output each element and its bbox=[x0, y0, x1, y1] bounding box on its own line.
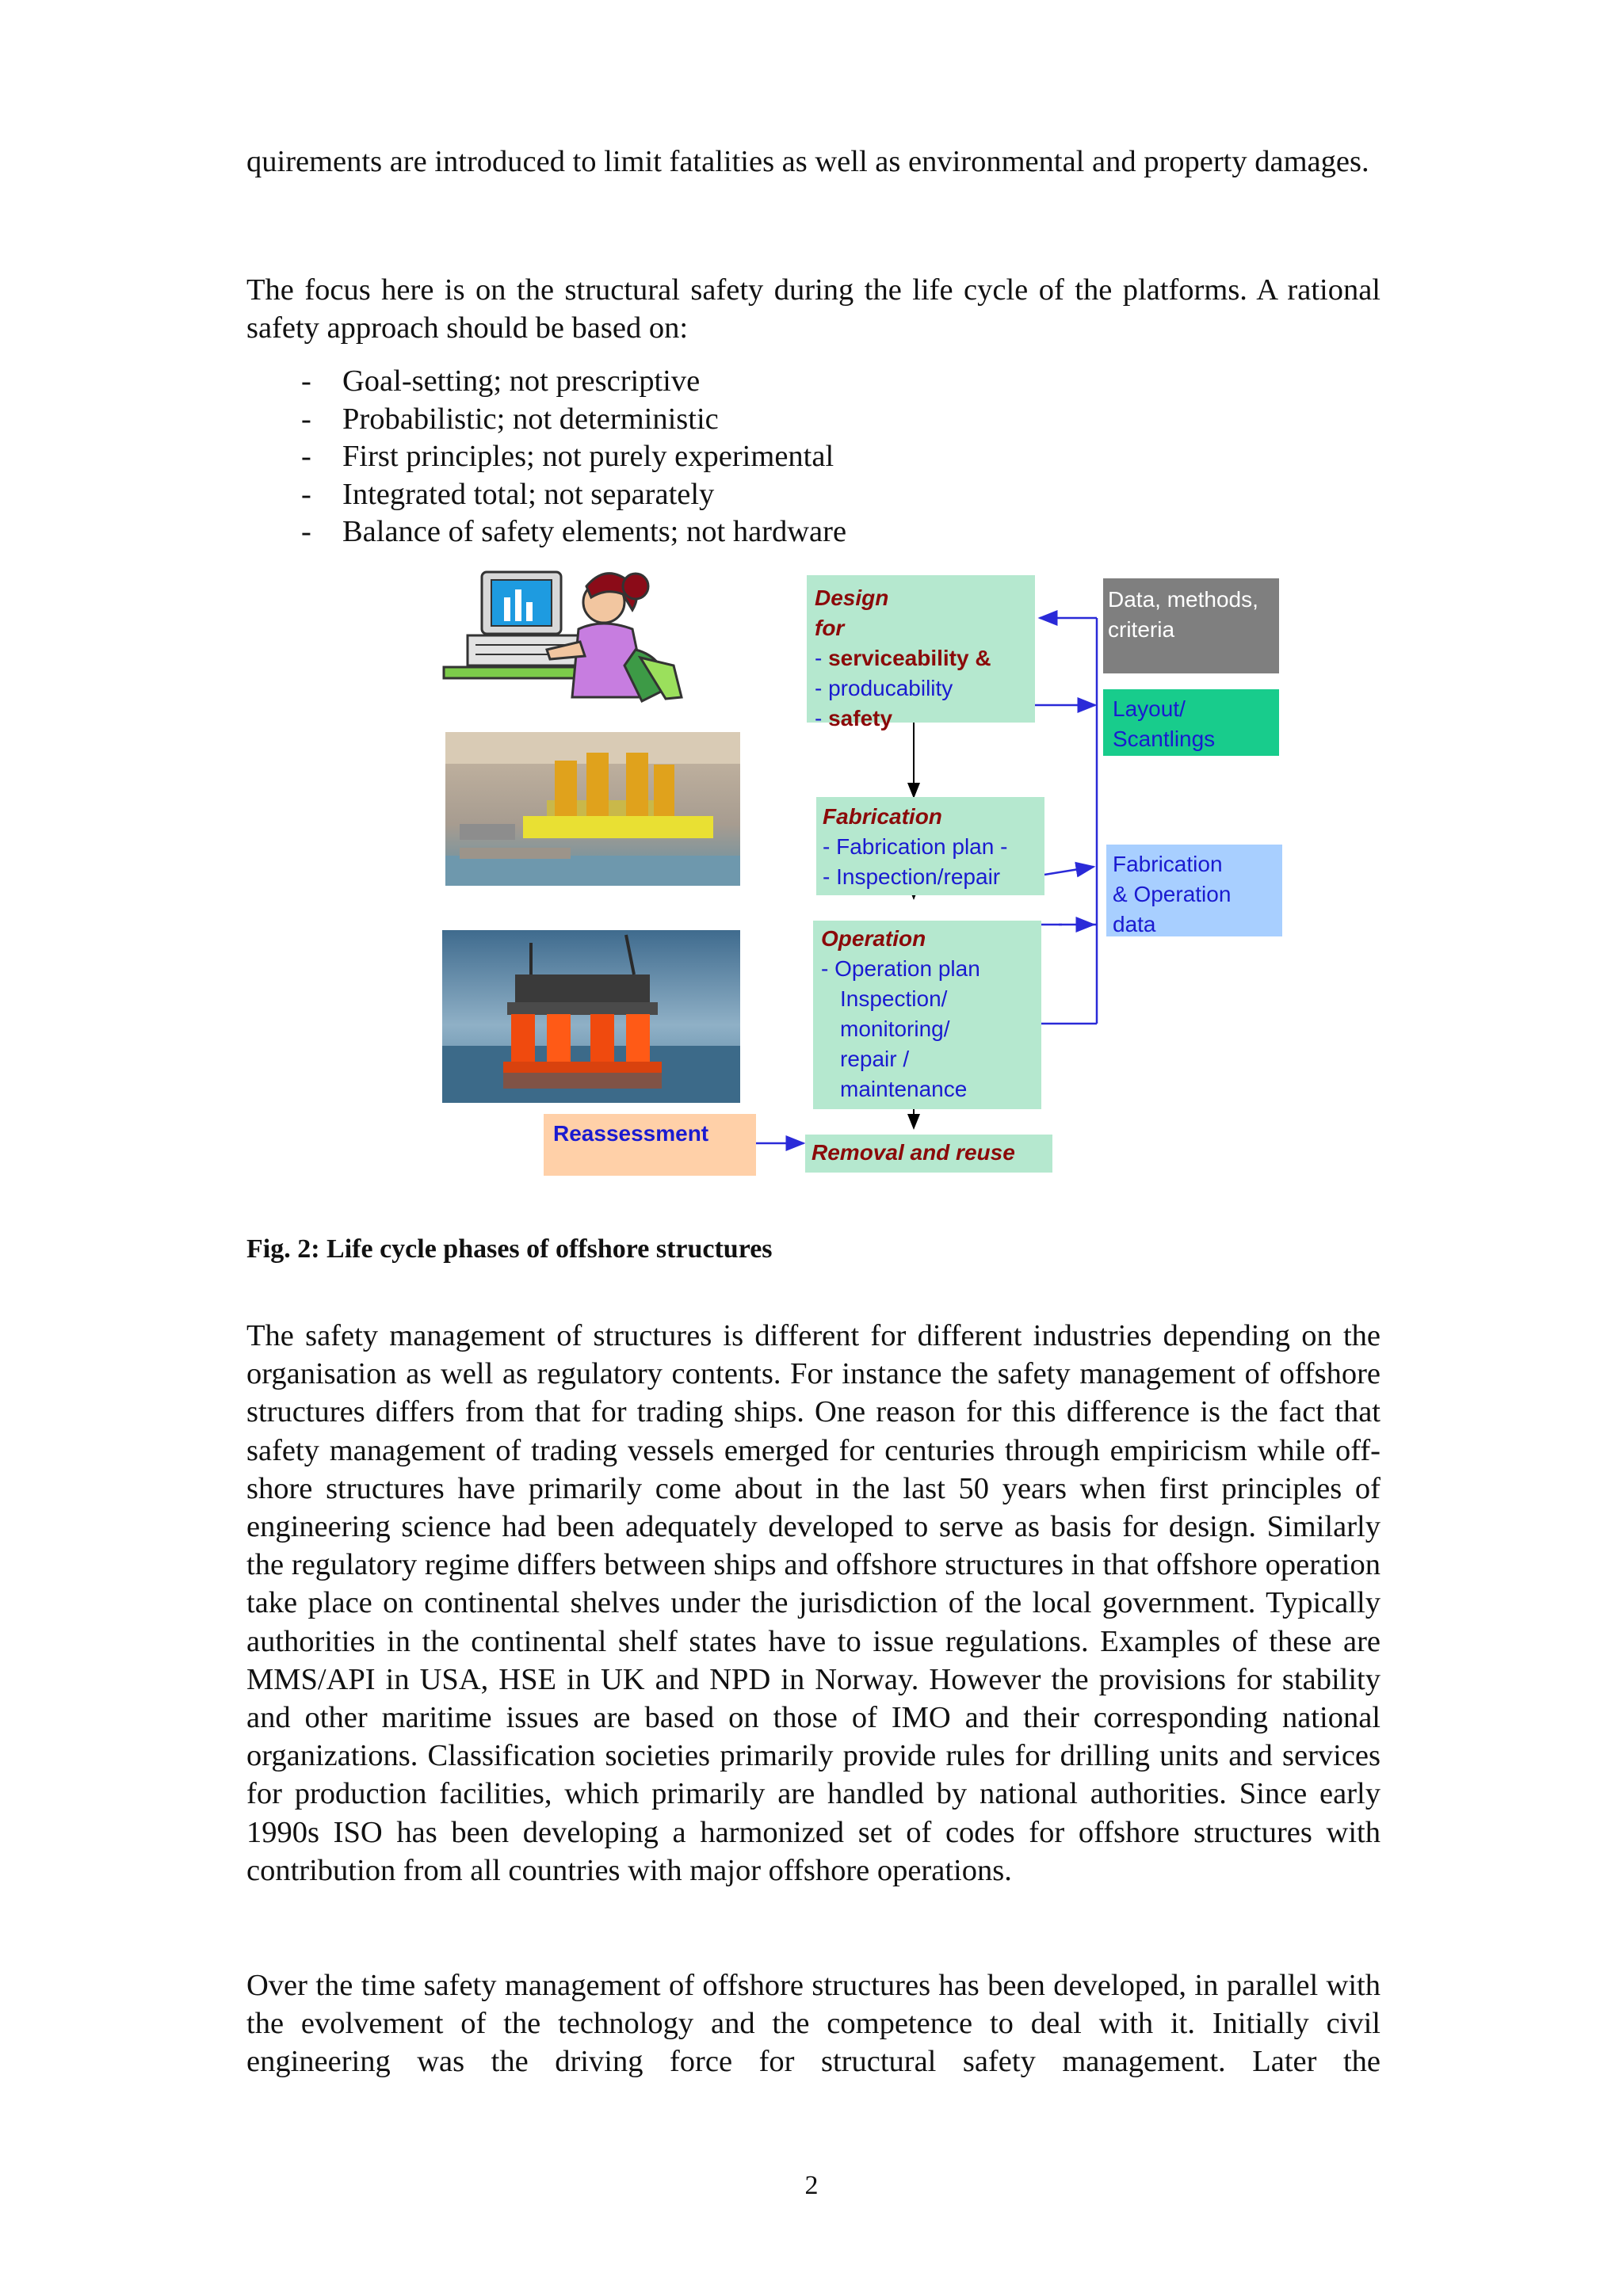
operation-box bbox=[813, 921, 1041, 1109]
operation-item: monitoring/ bbox=[840, 1016, 950, 1041]
fabrication-operation-data-label: Fabrication & Operation data bbox=[1113, 852, 1232, 936]
bullet-marker: - bbox=[301, 402, 311, 436]
operation-item: repair / bbox=[840, 1047, 910, 1071]
design-item: - producability bbox=[815, 676, 953, 700]
operation-item: - Operation plan bbox=[821, 956, 980, 981]
list-item: - Probabilistic; not deterministic bbox=[301, 401, 846, 439]
bullet-marker: - bbox=[301, 477, 311, 511]
fabrication-box bbox=[816, 797, 1044, 895]
layout-label: Layout/ Scantlings bbox=[1113, 696, 1216, 751]
paragraph-focus: The focus here is on the structural safety during the life cycle of the platforms. A rational safety approach should be based on: bbox=[246, 273, 1381, 345]
design-box bbox=[807, 575, 1035, 730]
operation-item: maintenance bbox=[840, 1077, 968, 1101]
removal-label: Removal and reuse bbox=[812, 1140, 1015, 1165]
figure-caption: Fig. 2: Life cycle phases of offshore structures bbox=[246, 1234, 773, 1264]
engineer-computer-icon bbox=[444, 572, 682, 701]
design-item: - safety bbox=[815, 706, 893, 730]
layout-box bbox=[1103, 689, 1279, 756]
paragraph-safety-management: The safety management of structures is different for different industries depending on the organisation as well as regulatory contents. For instance the safety management of offshore structures differs from that for trading ships. One reason for this difference is the fact that safety management of trading vessels emerged for centuries through empiricism while off-shore structures have primarily come about in the last 50 years when first principles of engineering science had been adequately developed to serve as basis for design. Similarly the regulatory regime differs between ships and offshore structures in that offshore operation take place on continental shelves under the jurisdiction of the local government. Typically authorities in the continental shelf states have to issue regulations. Examples of these are MMS/API in USA, HSE in UK and NPD in Norway. However the provisions for stability and other maritime issues are based on those of IMO and their corresponding national organizations. Classification societies primarily provide rules for drilling units and services for production facilities, which primarily are handled by national authorities. Since early 1990s ISO has been developing a harmonized set of codes for offshore structures with contribution from all countries with major offshore operations. bbox=[246, 1319, 1381, 1887]
design-subtitle: for bbox=[815, 616, 845, 640]
fabrication-yard-photo bbox=[445, 732, 740, 886]
bullet-marker: - bbox=[301, 364, 311, 398]
offshore-platform-photo bbox=[442, 930, 740, 1103]
fabrication-item: - Fabrication plan - bbox=[823, 834, 1008, 859]
fabrication-title: Fabrication bbox=[823, 804, 942, 829]
fabrication-operation-data-box bbox=[1106, 845, 1282, 936]
fabrication-item: - Inspection/repair bbox=[823, 864, 1001, 889]
operation-item: Inspection/ bbox=[840, 986, 948, 1011]
list-item: - Goal-setting; not prescriptive bbox=[301, 363, 846, 401]
bullet-marker: - bbox=[301, 440, 311, 474]
removal-box bbox=[805, 1135, 1052, 1173]
page-number: 2 bbox=[804, 2171, 819, 2200]
life-cycle-figure bbox=[428, 563, 1300, 1220]
bullet-list bbox=[301, 363, 846, 551]
reassessment-label: Reassessment bbox=[553, 1121, 709, 1146]
reassessment-box bbox=[544, 1114, 756, 1176]
design-item: - serviceability & bbox=[815, 646, 991, 670]
list-item: - Balance of safety elements; not hardware bbox=[301, 513, 846, 551]
data-methods-box bbox=[1103, 578, 1279, 673]
paragraph-over-time: Over the time safety management of offshore structures has been developed, in parallel with the evolvement of the technology and the competence to deal with it. Initially civil engineering was the driving force for structural safety management. Later the bbox=[246, 1969, 1381, 2079]
data-methods-label: Data, methods, criteria bbox=[1108, 587, 1258, 642]
list-item: - Integrated total; not separately bbox=[301, 476, 846, 514]
paragraph-continuation: quirements are introduced to limit fatalities as well as environmental and property damages. bbox=[246, 145, 1369, 178]
bullet-marker: - bbox=[301, 515, 311, 549]
operation-title: Operation bbox=[821, 926, 926, 951]
list-item: - First principles; not purely experimental bbox=[301, 438, 846, 476]
design-title: Design bbox=[815, 585, 889, 610]
